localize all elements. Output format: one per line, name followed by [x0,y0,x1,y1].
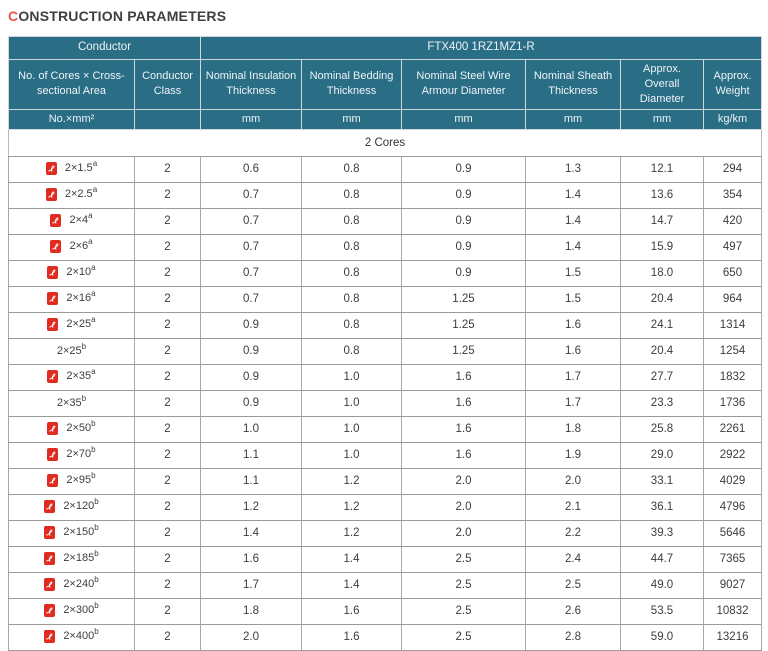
value-cell-insulation: 0.9 [201,364,302,390]
core-size-cell [9,286,135,312]
value-cell-overall-diameter: 15.9 [621,234,704,260]
value-cell-overall-diameter: 29.0 [621,442,704,468]
core-size-label: $2\times 185^b$ [63,549,99,565]
value-cell-armour: 0.9 [402,260,526,286]
value-cell-sheath: 1.5 [526,260,621,286]
core-size-label: $2\times 35^b$ [56,394,87,410]
pdf-icon[interactable] [46,188,57,201]
value-cell-armour: 1.6 [402,364,526,390]
pdf-icon[interactable] [47,474,58,487]
value-cell-armour: 2.5 [402,598,526,624]
value-cell-armour: 1.6 [402,416,526,442]
value-cell-weight: 497 [704,234,762,260]
value-cell-conductor-class: 2 [135,442,201,468]
value-cell-overall-diameter: 33.1 [621,468,704,494]
value-cell-insulation: 0.7 [201,286,302,312]
core-size-cell [9,390,135,416]
value-cell-overall-diameter: 18.0 [621,260,704,286]
core-size-label: $2\times 50^b$ [66,419,96,435]
pdf-icon[interactable] [47,370,58,383]
value-cell-armour: 2.5 [402,572,526,598]
pdf-icon[interactable] [44,578,55,591]
table-row [9,598,762,624]
value-cell-sheath: 2.1 [526,494,621,520]
value-cell-weight: 964 [704,286,762,312]
unit-conductor-class [135,109,201,129]
pdf-icon[interactable] [47,318,58,331]
pdf-icon[interactable] [44,526,55,539]
core-size-cell [9,156,135,182]
value-cell-insulation: 2.0 [201,624,302,650]
core-size-cell [9,416,135,442]
value-cell-armour: 2.5 [402,624,526,650]
unit-armour: mm [402,109,526,129]
table-row [9,260,762,286]
value-cell-armour: 1.6 [402,442,526,468]
core-size-label: $2\times 120^b$ [63,497,99,513]
core-size-cell [9,520,135,546]
value-cell-sheath: 1.6 [526,338,621,364]
core-size-cell [9,234,135,260]
value-cell-insulation: 1.8 [201,598,302,624]
unit-cores-area: No.×mm² [9,109,135,129]
value-cell-weight: 1314 [704,312,762,338]
value-cell-sheath: 1.9 [526,442,621,468]
value-cell-insulation: 1.0 [201,416,302,442]
page-title [8,8,761,24]
value-cell-sheath: 1.7 [526,390,621,416]
value-cell-sheath: 1.4 [526,208,621,234]
col-header-insulation-thickness: Nominal Insulation Thickness [201,60,302,110]
value-cell-bedding: 1.4 [302,546,402,572]
table-row [9,468,762,494]
core-size-cell [9,494,135,520]
core-size-cell [9,208,135,234]
value-cell-armour: 0.9 [402,156,526,182]
value-cell-bedding: 1.2 [302,468,402,494]
value-cell-armour: 2.0 [402,520,526,546]
col-header-cores-area: No. of Cores × Cross-sectional Area [9,60,135,110]
core-size-cell [9,624,135,650]
value-cell-sheath: 2.6 [526,598,621,624]
pdf-icon[interactable] [47,448,58,461]
core-size-cell [9,468,135,494]
table-row [9,442,762,468]
value-cell-conductor-class: 2 [135,312,201,338]
value-cell-overall-diameter: 20.4 [621,338,704,364]
core-size-label: $2\times 95^b$ [66,471,96,487]
value-cell-weight: 9027 [704,572,762,598]
table-row [9,520,762,546]
value-cell-weight: 4029 [704,468,762,494]
value-cell-weight: 1254 [704,338,762,364]
value-cell-insulation: 1.1 [201,442,302,468]
value-cell-bedding: 0.8 [302,182,402,208]
col-header-bedding-thickness: Nominal Bedding Thickness [302,60,402,110]
value-cell-bedding: 1.0 [302,390,402,416]
value-cell-insulation: 0.7 [201,208,302,234]
value-cell-bedding: 1.0 [302,416,402,442]
value-cell-insulation: 0.9 [201,312,302,338]
core-size-label: $2\times 240^b$ [63,575,99,591]
value-cell-armour: 1.25 [402,286,526,312]
value-cell-bedding: 1.0 [302,364,402,390]
core-size-cell [9,182,135,208]
value-cell-weight: 1736 [704,390,762,416]
value-cell-conductor-class: 2 [135,156,201,182]
value-cell-sheath: 1.6 [526,312,621,338]
table-row [9,156,762,182]
value-cell-overall-diameter: 39.3 [621,520,704,546]
table-header [9,37,762,130]
value-cell-bedding: 1.0 [302,442,402,468]
value-cell-armour: 1.6 [402,390,526,416]
pdf-icon[interactable] [50,240,61,253]
table-row [9,286,762,312]
value-cell-sheath: 1.4 [526,234,621,260]
value-cell-sheath: 1.4 [526,182,621,208]
pdf-icon[interactable] [50,214,61,227]
value-cell-conductor-class: 2 [135,260,201,286]
pdf-icon[interactable] [44,604,55,617]
core-size-label: $2\times 6^a$ [69,237,93,253]
value-cell-bedding: 1.2 [302,494,402,520]
value-cell-weight: 1832 [704,364,762,390]
core-size-label: $2\times 300^b$ [63,601,99,617]
core-size-cell [9,312,135,338]
value-cell-weight: 2261 [704,416,762,442]
value-cell-weight: 420 [704,208,762,234]
value-cell-conductor-class: 2 [135,416,201,442]
core-size-cell [9,364,135,390]
value-cell-armour: 2.0 [402,494,526,520]
value-cell-insulation: 1.6 [201,546,302,572]
table-row [9,182,762,208]
table-row [9,338,762,364]
value-cell-insulation: 0.9 [201,338,302,364]
col-header-armour-diameter: Nominal Steel Wire Armour Diameter [402,60,526,110]
unit-insulation: mm [201,109,302,129]
pdf-icon[interactable] [47,292,58,305]
value-cell-conductor-class: 2 [135,338,201,364]
value-cell-bedding: 0.8 [302,338,402,364]
table-row [9,546,762,572]
pdf-icon[interactable] [44,630,55,643]
value-cell-sheath: 1.7 [526,364,621,390]
value-cell-insulation: 0.9 [201,390,302,416]
value-cell-conductor-class: 2 [135,624,201,650]
value-cell-weight: 650 [704,260,762,286]
core-size-label: $2\times 10^a$ [66,263,96,279]
core-size-cell [9,546,135,572]
core-size-label: 2×1.5$^a$ [64,159,98,175]
value-cell-overall-diameter: 36.1 [621,494,704,520]
table-row [9,312,762,338]
pdf-icon[interactable] [47,266,58,279]
value-cell-sheath: 1.3 [526,156,621,182]
col-header-overall-diameter: Approx. Overall Diameter [621,60,704,110]
value-cell-overall-diameter: 24.1 [621,312,704,338]
pdf-icon[interactable] [46,162,57,175]
core-size-label: $2\times 400^b$ [63,627,99,643]
value-cell-armour: 0.9 [402,234,526,260]
core-size-label: $2\times 35^a$ [66,367,96,383]
value-cell-armour: 2.5 [402,546,526,572]
table-row [9,364,762,390]
unit-sheath: mm [526,109,621,129]
value-cell-overall-diameter: 23.3 [621,390,704,416]
page-title-rest: ONSTRUCTION PARAMETERS [18,8,227,24]
value-cell-overall-diameter: 49.0 [621,572,704,598]
unit-overall-diameter: mm [621,109,704,129]
value-cell-overall-diameter: 13.6 [621,182,704,208]
value-cell-overall-diameter: 27.7 [621,364,704,390]
value-cell-insulation: 1.4 [201,520,302,546]
table-body [9,129,762,650]
value-cell-conductor-class: 2 [135,520,201,546]
value-cell-weight: 294 [704,156,762,182]
col-header-weight: Approx. Weight [704,60,762,110]
core-size-cell [9,598,135,624]
core-size-label: $2\times 25^b$ [56,342,87,358]
value-cell-overall-diameter: 20.4 [621,286,704,312]
table-row [9,494,762,520]
value-cell-bedding: 1.4 [302,572,402,598]
pdf-icon[interactable] [47,422,58,435]
value-cell-bedding: 0.8 [302,312,402,338]
core-size-label: $2\times 25^a$ [66,315,96,331]
value-cell-weight: 354 [704,182,762,208]
value-cell-overall-diameter: 59.0 [621,624,704,650]
value-cell-insulation: 0.7 [201,234,302,260]
pdf-icon[interactable] [44,552,55,565]
value-cell-armour: 1.25 [402,312,526,338]
value-cell-sheath: 1.8 [526,416,621,442]
value-cell-overall-diameter: 53.5 [621,598,704,624]
section-label: 2 Cores [9,129,762,156]
value-cell-conductor-class: 2 [135,468,201,494]
value-cell-bedding: 0.8 [302,260,402,286]
page-title-first-letter: C [8,8,19,24]
value-cell-insulation: 0.7 [201,182,302,208]
value-cell-conductor-class: 2 [135,546,201,572]
table-row [9,416,762,442]
group-header-conductor: Conductor [9,37,201,60]
value-cell-conductor-class: 2 [135,286,201,312]
core-size-cell [9,338,135,364]
core-size-label: $2\times 4^a$ [69,211,93,227]
value-cell-conductor-class: 2 [135,364,201,390]
core-size-label: 2×2.5$^a$ [64,185,98,201]
value-cell-conductor-class: 2 [135,598,201,624]
value-cell-armour: 0.9 [402,182,526,208]
value-cell-armour: 0.9 [402,208,526,234]
value-cell-insulation: 1.7 [201,572,302,598]
construction-parameters-table [8,36,762,651]
value-cell-weight: 13216 [704,624,762,650]
value-cell-conductor-class: 2 [135,494,201,520]
value-cell-weight: 7365 [704,546,762,572]
core-size-label: $2\times 150^b$ [63,523,99,539]
value-cell-weight: 4796 [704,494,762,520]
core-size-cell [9,442,135,468]
table-row [9,624,762,650]
value-cell-overall-diameter: 12.1 [621,156,704,182]
value-cell-sheath: 2.8 [526,624,621,650]
value-cell-armour: 1.25 [402,338,526,364]
value-cell-conductor-class: 2 [135,208,201,234]
col-header-conductor-class: Conductor Class [135,60,201,110]
value-cell-bedding: 1.6 [302,598,402,624]
value-cell-overall-diameter: 44.7 [621,546,704,572]
value-cell-weight: 5646 [704,520,762,546]
core-size-label: $2\times 70^b$ [66,445,96,461]
group-header-product: FTX400 1RZ1MZ1-R [201,37,762,60]
value-cell-sheath: 1.5 [526,286,621,312]
value-cell-insulation: 0.7 [201,260,302,286]
table-row [9,234,762,260]
unit-weight: kg/km [704,109,762,129]
value-cell-insulation: 1.1 [201,468,302,494]
value-cell-bedding: 1.6 [302,624,402,650]
value-cell-insulation: 0.6 [201,156,302,182]
section-row [9,129,762,156]
value-cell-sheath: 2.4 [526,546,621,572]
value-cell-bedding: 0.8 [302,286,402,312]
value-cell-bedding: 0.8 [302,156,402,182]
table-row [9,208,762,234]
value-cell-overall-diameter: 14.7 [621,208,704,234]
value-cell-conductor-class: 2 [135,390,201,416]
table-row [9,390,762,416]
value-cell-insulation: 1.2 [201,494,302,520]
value-cell-conductor-class: 2 [135,572,201,598]
value-cell-weight: 2922 [704,442,762,468]
value-cell-sheath: 2.5 [526,572,621,598]
value-cell-bedding: 1.2 [302,520,402,546]
core-size-cell [9,572,135,598]
table-row [9,572,762,598]
value-cell-conductor-class: 2 [135,234,201,260]
value-cell-overall-diameter: 25.8 [621,416,704,442]
value-cell-sheath: 2.0 [526,468,621,494]
unit-bedding: mm [302,109,402,129]
col-header-sheath-thickness: Nominal Sheath Thickness [526,60,621,110]
value-cell-conductor-class: 2 [135,182,201,208]
value-cell-weight: 10832 [704,598,762,624]
value-cell-sheath: 2.2 [526,520,621,546]
value-cell-bedding: 0.8 [302,234,402,260]
value-cell-armour: 2.0 [402,468,526,494]
core-size-label: $2\times 16^a$ [66,289,96,305]
core-size-cell [9,260,135,286]
pdf-icon[interactable] [44,500,55,513]
value-cell-bedding: 0.8 [302,208,402,234]
